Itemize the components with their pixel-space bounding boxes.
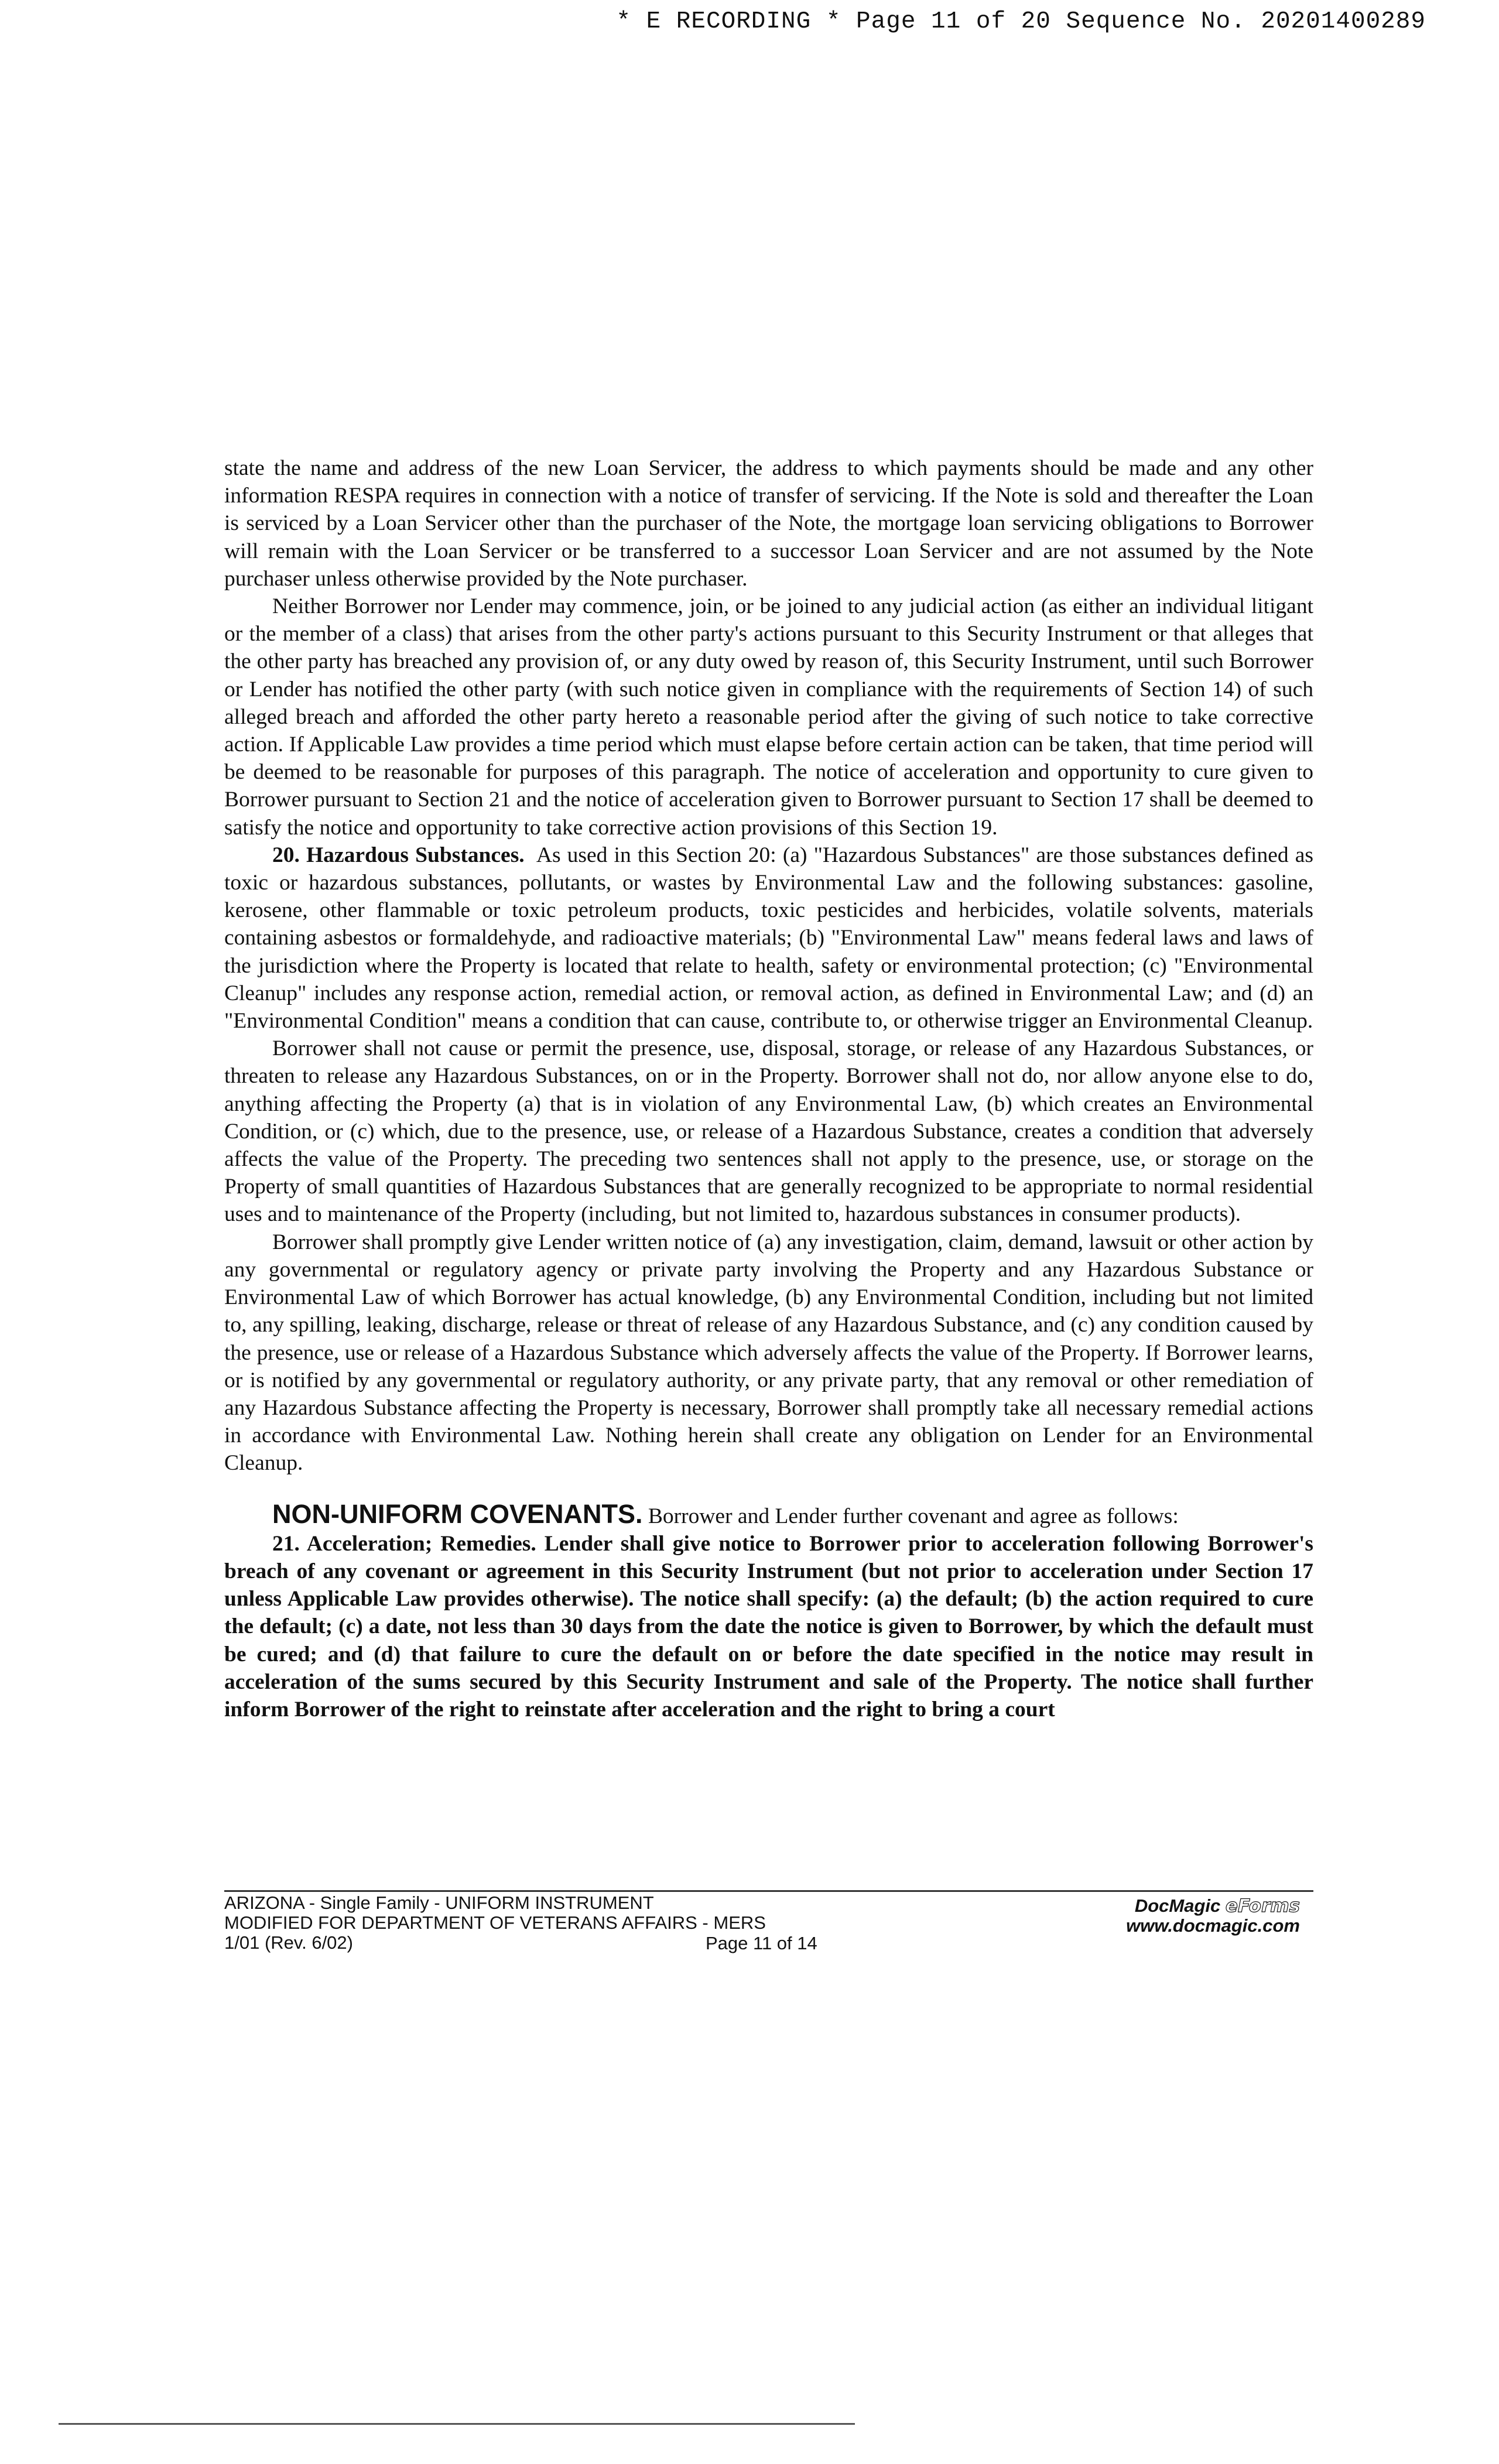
section-20-text: As used in this Section 20: (a) "Hazardous Substances" are those substances defined as toxic or hazardous substances, pollutants, or wastes by Environmental Law and the following substances: gasoline, kerosene, other flammable or toxic petroleum products, toxic pesticides and herbicides, volatile solvents, materials containing asbestos or formaldehyde, and radioactive materials; (b) "Environmental Law" means federal laws and laws of the jurisdiction where the Property is located that relate to health, safety or environmental protection; (c) "Environmental Cleanup" includes any response action, remedial action, or removal action, as defined in Environmental Law; and (d) an "Environmental Condition" means a condition that can cause, contribute to, or otherwise trigger an Environmental Cleanup. — [224, 843, 1313, 1033]
paragraph-loan-servicer: state the name and address of the new Loan Servicer, the address to which payments should be made and any other information RESPA requires in connection with a notice of transfer of servicing. If the Note is sold and thereafter the Loan is serviced by a Loan Servicer other than the purchaser of the Note, the mortgage loan servicing obligations to Borrower will remain with the Loan Servicer or be transferred to a successor Loan Servicer and are not assumed by the Note purchaser unless otherwise provided by the Note purchaser. — [224, 456, 1313, 591]
footer-divider — [224, 1890, 1313, 1892]
non-uniform-covenants — [224, 1500, 1313, 1530]
paragraph-borrower-notice: Borrower shall promptly give Lender written notice of (a) any investigation, claim, demand, lawsuit or other action by any governmental or regulatory agency or private party involving the Property and any Hazardous Substance or Environmental Law of which Borrower has actual knowledge, (b) any Environmental Condition, including but not limited to, any spilling, leaking, discharge, release or threat of release of any Hazardous Substance, and (c) any condition caused by the presence, use or release of a Hazardous Substance which adversely affects the value of the Property. If Borrower learns, or is notified by any governmental or regulatory authority, or any private party, that any removal or other remediation of any Hazardous Substance affecting the Property is necessary, Borrower shall promptly take all necessary remedial actions in accordance with Environmental Law. Nothing herein shall create any obligation on Lender for an Environmental Cleanup. — [224, 1230, 1313, 1476]
paragraph-hazardous-substances — [224, 841, 1313, 1035]
non-uniform-covenants-text: Borrower and Lender further covenant and agree as follows: — [648, 1504, 1179, 1528]
docmagic-logo — [1126, 1896, 1300, 1936]
footer-page-number: Page 11 of 14 — [706, 1933, 817, 1953]
brand-website: www.docmagic.com — [1126, 1915, 1300, 1936]
footer-line-2: MODIFIED FOR DEPARTMENT OF VETERANS AFFAIRS - MERS — [224, 1912, 766, 1933]
recording-header: * E RECORDING * Page 11 of 20 Sequence No. 20201400289 — [616, 8, 1426, 35]
footer-form-info — [224, 1893, 766, 1953]
non-uniform-covenants-title: NON-UNIFORM COVENANTS. — [272, 1498, 643, 1529]
paragraph-judicial-action: Neither Borrower nor Lender may commence, join, or be joined to any judicial action (as either an individual litigant or the member of a class) that arises from the other party's actions pursuant to this Security Instrument or that alleges that the other party has breached any provision of, or any duty owed by reason of, this Security Instrument, until such Borrower or Lender has notified the other party (with such notice given in compliance with the requirements of Section 14) of such alleged breach and afforded the other party hereto a reasonable period after the giving of such notice to take corrective action. If Applicable Law provides a time period which must elapse before certain action can be taken, that time period will be deemed to be reasonable for purposes of this paragraph. The notice of acceleration and opportunity to cure given to Borrower pursuant to Section 21 and the notice of acceleration given to Borrower pursuant to Section 17 shall be deemed to satisfy the notice and opportunity to take corrective action provisions of this Section 19. — [224, 594, 1313, 840]
paragraph-borrower-shall-not: Borrower shall not cause or permit the presence, use, disposal, storage, or release of any Hazardous Substances, or threaten to release any Hazardous Substances, on or in the Property. Borrower shall not do, nor allow anyone else to do, anything affecting the Property (a) that is in violation of any Environmental Law, (b) which creates an Environmental Condition, or (c) which, due to the presence, use, or release of a Hazardous Substance, creates a condition that adversely affects the value of the Property. The preceding two sentences shall not apply to the presence, use, or storage on the Property of small quantities of Hazardous Substances that are generally recognized to be appropriate to normal residential uses and to maintenance of the Property (including, but not limited to, hazardous substances in consumer products). — [224, 1036, 1313, 1227]
bottom-scan-line — [59, 2423, 855, 2425]
document-body — [224, 454, 1313, 1723]
footer-line-1: ARIZONA - Single Family - UNIFORM INSTRUMENT — [224, 1893, 654, 1913]
brand-suffix: eForms — [1225, 1895, 1300, 1917]
paragraph-acceleration-remedies: 21. Acceleration; Remedies. Lender shall give notice to Borrower prior to acceleration following Borrower's breach of any covenant or agreement in this Security Instrument (but not prior to acceleration under Section 17 unless Applicable Law provides otherwise). The notice shall specify: (a) the default; (b) the action required to cure the default; (c) a date, not less than 30 days from the date the notice is given to Borrower, by which the default must be cured; and (d) that failure to cure the default on or before the date specified in the notice may result in acceleration of the sums secured by this Security Instrument and sale of the Property. The notice shall further inform Borrower of the right to reinstate after acceleration and the right to bring a court — [224, 1531, 1313, 1722]
footer-line-3: 1/01 (Rev. 6/02) — [224, 1932, 353, 1953]
section-heading-20: 20. Hazardous Substances. — [272, 843, 525, 867]
brand-prefix: DocMagic — [1134, 1895, 1221, 1916]
